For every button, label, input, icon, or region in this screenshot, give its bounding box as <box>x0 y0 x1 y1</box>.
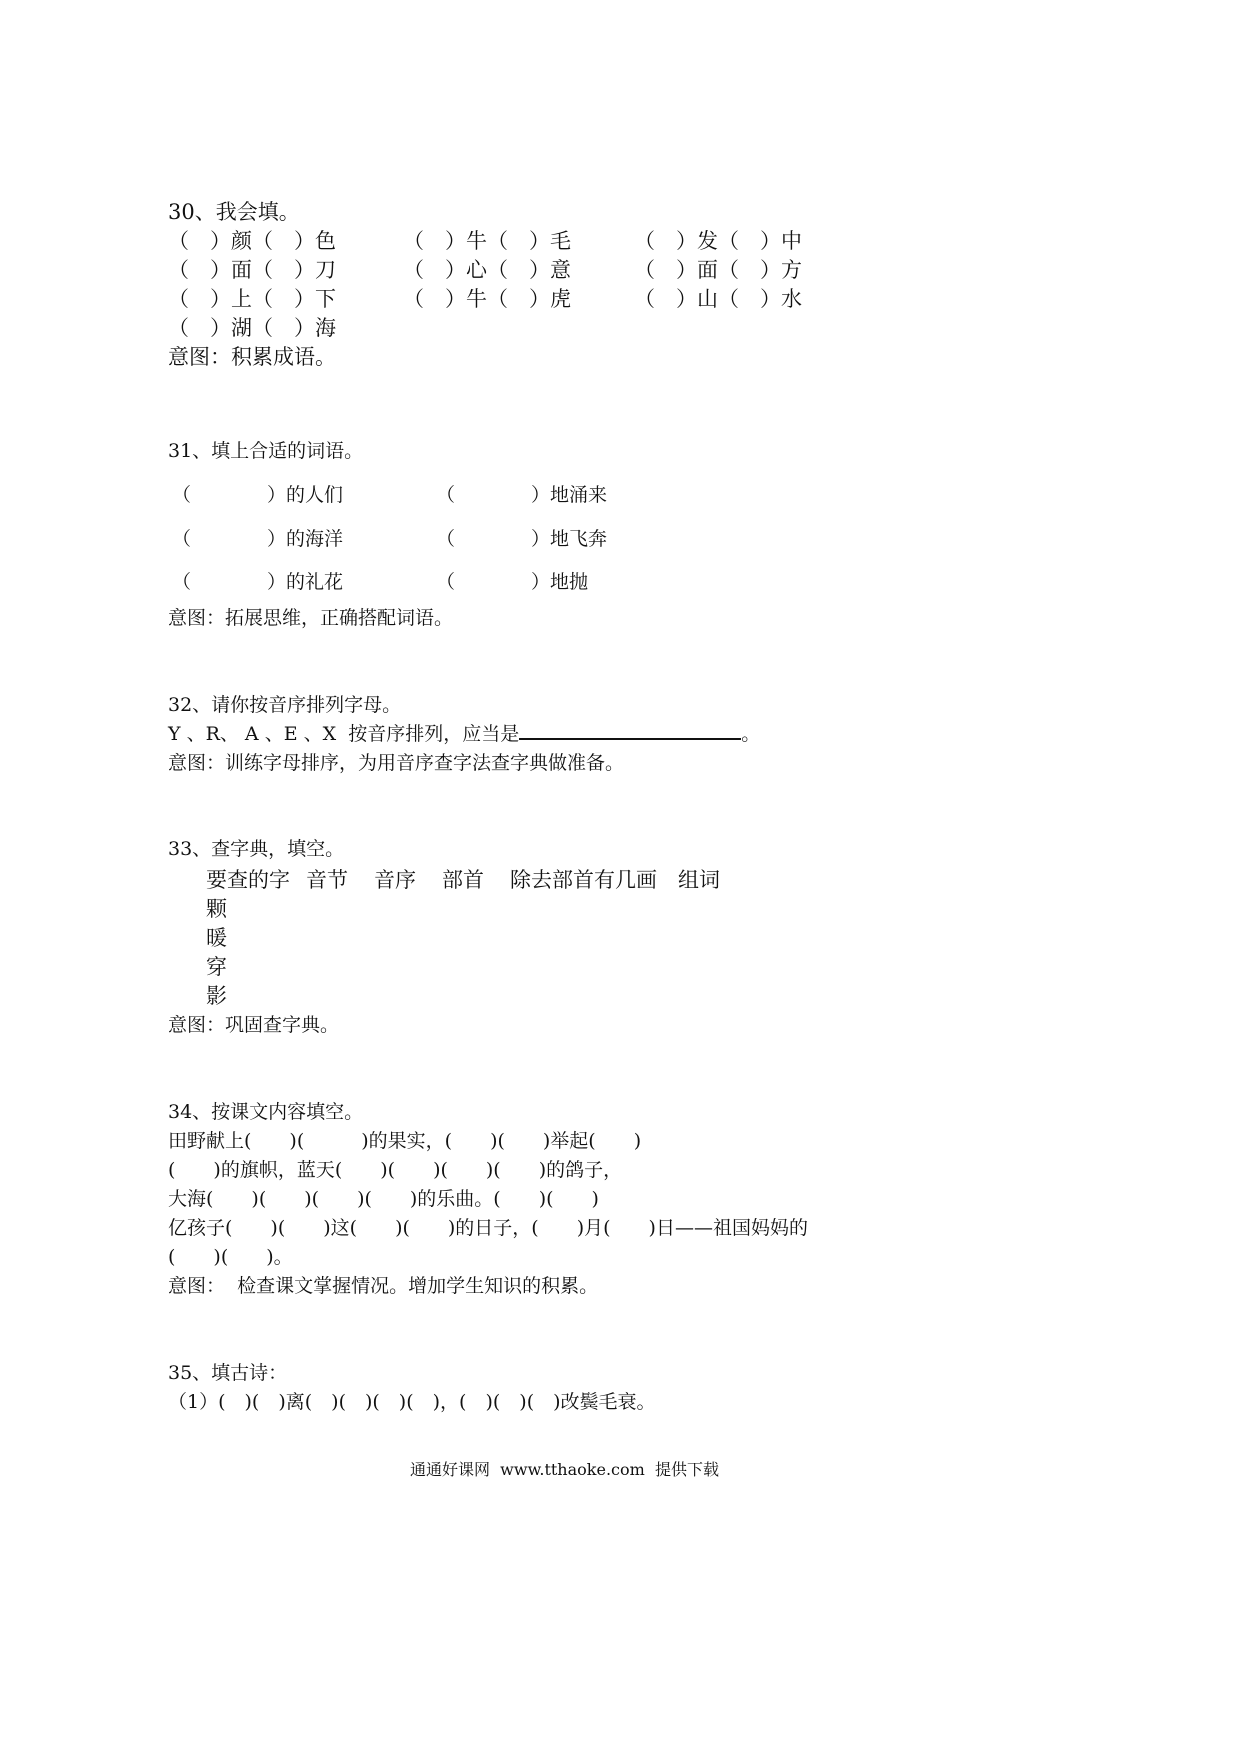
q32-line <box>168 719 760 746</box>
q31-row3-c1: （ ）的礼花 <box>172 571 344 593</box>
footer-credit: 通通好课网 www.tthaoke.com 提供下载 <box>410 1460 719 1479</box>
q30-intent: 意图：积累成语。 <box>168 345 336 369</box>
q33-header-strokes: 除去部首有几画 <box>510 868 657 892</box>
q34-line-3: 大海( )( )( )( )的乐曲。( )( ) <box>168 1188 599 1210</box>
q30-row1-c2: （ ）牛（ ）毛 <box>403 229 571 253</box>
q31-row1-c2: （ ）地涌来 <box>436 484 608 506</box>
q30-row2-c1: （ ）面（ ）刀 <box>168 258 336 282</box>
q33-title: 33、查字典，填空。 <box>168 838 345 860</box>
q34-title: 34、按课文内容填空。 <box>168 1101 364 1123</box>
q31-row2-c2: （ ）地飞奔 <box>436 528 608 550</box>
q30-row3-c1: （ ）上（ ）下 <box>168 287 336 311</box>
q34-intent: 意图： 检查课文掌握情况。增加学生知识的积累。 <box>168 1275 599 1297</box>
q34-line-4: 亿孩子( )( )这( )( )的日子，( )月( )日——祖国妈妈的 <box>168 1217 808 1239</box>
q31-row3-c2: （ ）地抛 <box>436 571 589 593</box>
q31-title: 31、填上合适的词语。 <box>168 440 364 462</box>
q31-row2-c1: （ ）的海洋 <box>172 528 344 550</box>
q32-line-suffix: 。 <box>741 723 761 745</box>
q30-row3-c2: （ ）牛（ ）虎 <box>403 287 571 311</box>
q33-char-4: 影 <box>206 984 227 1008</box>
q34-line-5: ( )( )。 <box>168 1246 293 1268</box>
q32-line-prefix: Y 、R、 A 、E 、X 按音序排列，应当是 <box>168 723 520 745</box>
q34-line-2: ( )的旗帜，蓝天( )( )( )( )的鸽子， <box>168 1159 623 1181</box>
q33-header-syllable: 音节 <box>306 868 348 892</box>
q35-title: 35、填古诗： <box>168 1362 288 1384</box>
q34-line-1: 田野献上( )( )的果实，( )( )举起( ) <box>168 1130 642 1152</box>
q30-row2-c2: （ ）心（ ）意 <box>403 258 571 282</box>
q30-row1-c1: （ ）颜（ ）色 <box>168 229 336 253</box>
q30-row1-c3: （ ）发（ ）中 <box>634 229 802 253</box>
q32-intent: 意图：训练字母排序，为用音序查字法查字典做准备。 <box>168 752 625 774</box>
q35-line-1: （1）( )( )离( )( )( )( )，( )( )( )改鬓毛衰。 <box>168 1391 656 1413</box>
q32-answer-blank[interactable] <box>519 722 741 740</box>
q33-char-3: 穿 <box>206 955 227 979</box>
q33-header-char: 要查的字 <box>206 868 290 892</box>
q30-row3-c3: （ ）山（ ）水 <box>634 287 802 311</box>
q30-row2-c3: （ ）面（ ）方 <box>634 258 802 282</box>
q33-header-radical: 部首 <box>442 868 484 892</box>
q31-row1-c1: （ ）的人们 <box>172 484 344 506</box>
q30-title: 30、我会填。 <box>168 200 300 224</box>
q30-row4-c1: （ ）湖（ ）海 <box>168 316 336 340</box>
q33-intent: 意图：巩固查字典。 <box>168 1014 340 1036</box>
q33-header-words: 组词 <box>678 868 720 892</box>
q31-intent: 意图：拓展思维，正确搭配词语。 <box>168 607 454 629</box>
q32-title: 32、请你按音序排列字母。 <box>168 694 402 716</box>
q33-header-order: 音序 <box>374 868 416 892</box>
q33-char-2: 暖 <box>206 926 227 950</box>
q33-char-1: 颗 <box>206 897 227 921</box>
